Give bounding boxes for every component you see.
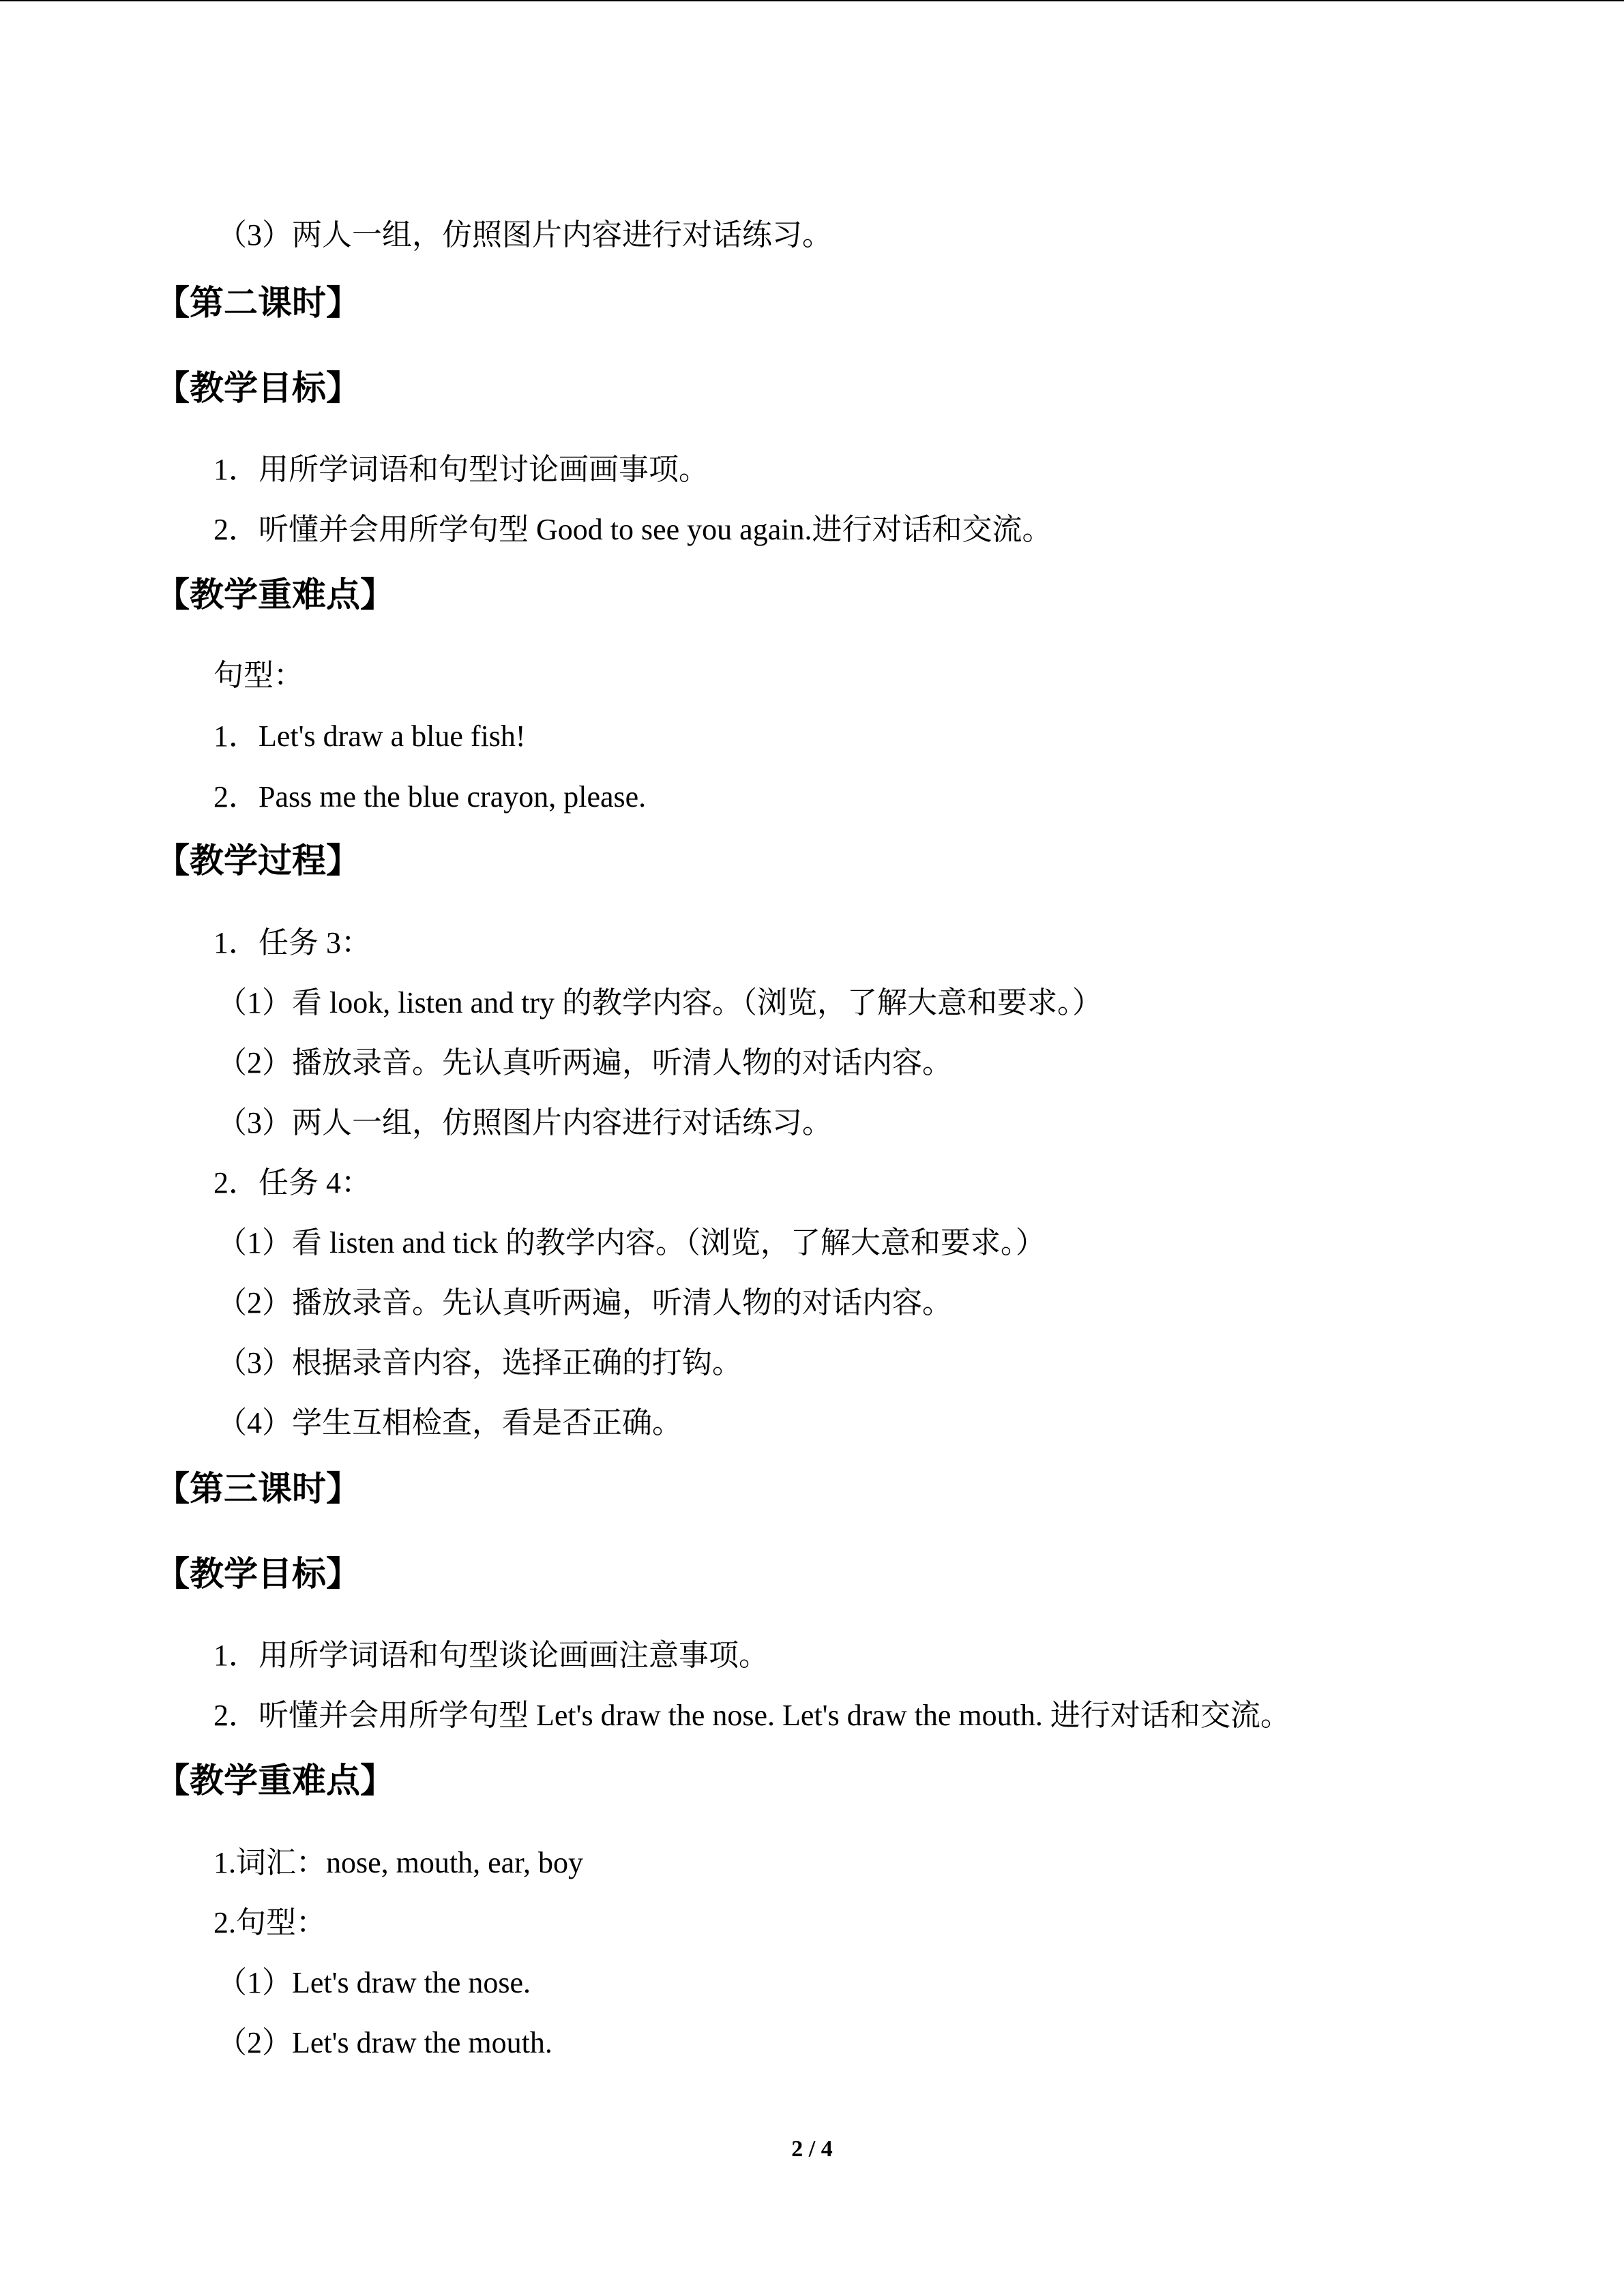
- objective-item: 2．听懂并会用所学句型 Let's draw the nose. Let's draw the mouth. 进行对话和交流。: [213, 1699, 1290, 1732]
- section-heading-lesson-2: 【第二课时】: [156, 283, 360, 323]
- section-heading-objectives: 【教学目标】: [156, 368, 360, 408]
- vocabulary-line: 1.词汇：nose, mouth, ear, boy: [213, 1846, 584, 1879]
- sentence-pattern-label: 2.句型：: [213, 1906, 326, 1939]
- sentence-pattern-item: （2）Let's draw the mouth.: [217, 2026, 552, 2059]
- task-step: （1）看 look, listen and try 的教学内容。（浏览，了解大意和要求。）: [217, 986, 1102, 1019]
- section-heading-process: 【教学过程】: [156, 841, 360, 880]
- key-point-label: 句型：: [213, 659, 304, 692]
- task-heading: 2．任务 4：: [213, 1166, 371, 1199]
- objective-item: 1．用所学词语和句型讨论画画事项。: [213, 453, 709, 486]
- page-number: 2 / 4: [791, 2136, 833, 2162]
- section-heading-key-points: 【教学重难点】: [156, 575, 394, 614]
- section-heading-key-points: 【教学重难点】: [156, 1761, 394, 1800]
- task-step: （3）根据录音内容，选择正确的打钩。: [217, 1346, 742, 1380]
- objective-item: 1．用所学词语和句型谈论画画注意事项。: [213, 1639, 769, 1672]
- task-step: （1）看 listen and tick 的教学内容。（浏览，了解大意和要求。）: [217, 1226, 1046, 1259]
- task-step: （2）播放录音。先认真听两遍，听清人物的对话内容。: [217, 1046, 952, 1079]
- key-point-item: 1．Let's draw a blue fish!: [213, 719, 526, 753]
- paragraph-task-step: （3）两人一组，仿照图片内容进行对话练习。: [217, 218, 832, 252]
- key-point-item: 2．Pass me the blue crayon, please.: [213, 780, 647, 814]
- task-step: （4）学生互相检查，看是否正确。: [217, 1406, 682, 1440]
- section-heading-lesson-3: 【第三课时】: [156, 1469, 360, 1508]
- task-heading: 1．任务 3：: [213, 926, 371, 959]
- task-step: （3）两人一组，仿照图片内容进行对话练习。: [217, 1106, 832, 1139]
- section-heading-objectives: 【教学目标】: [156, 1554, 360, 1594]
- task-step: （2）播放录音。先认真听两遍，听清人物的对话内容。: [217, 1286, 952, 1320]
- objective-item: 2．听懂并会用所学句型 Good to see you again.进行对话和交流。: [213, 513, 1052, 546]
- sentence-pattern-item: （1）Let's draw the nose.: [217, 1966, 531, 1999]
